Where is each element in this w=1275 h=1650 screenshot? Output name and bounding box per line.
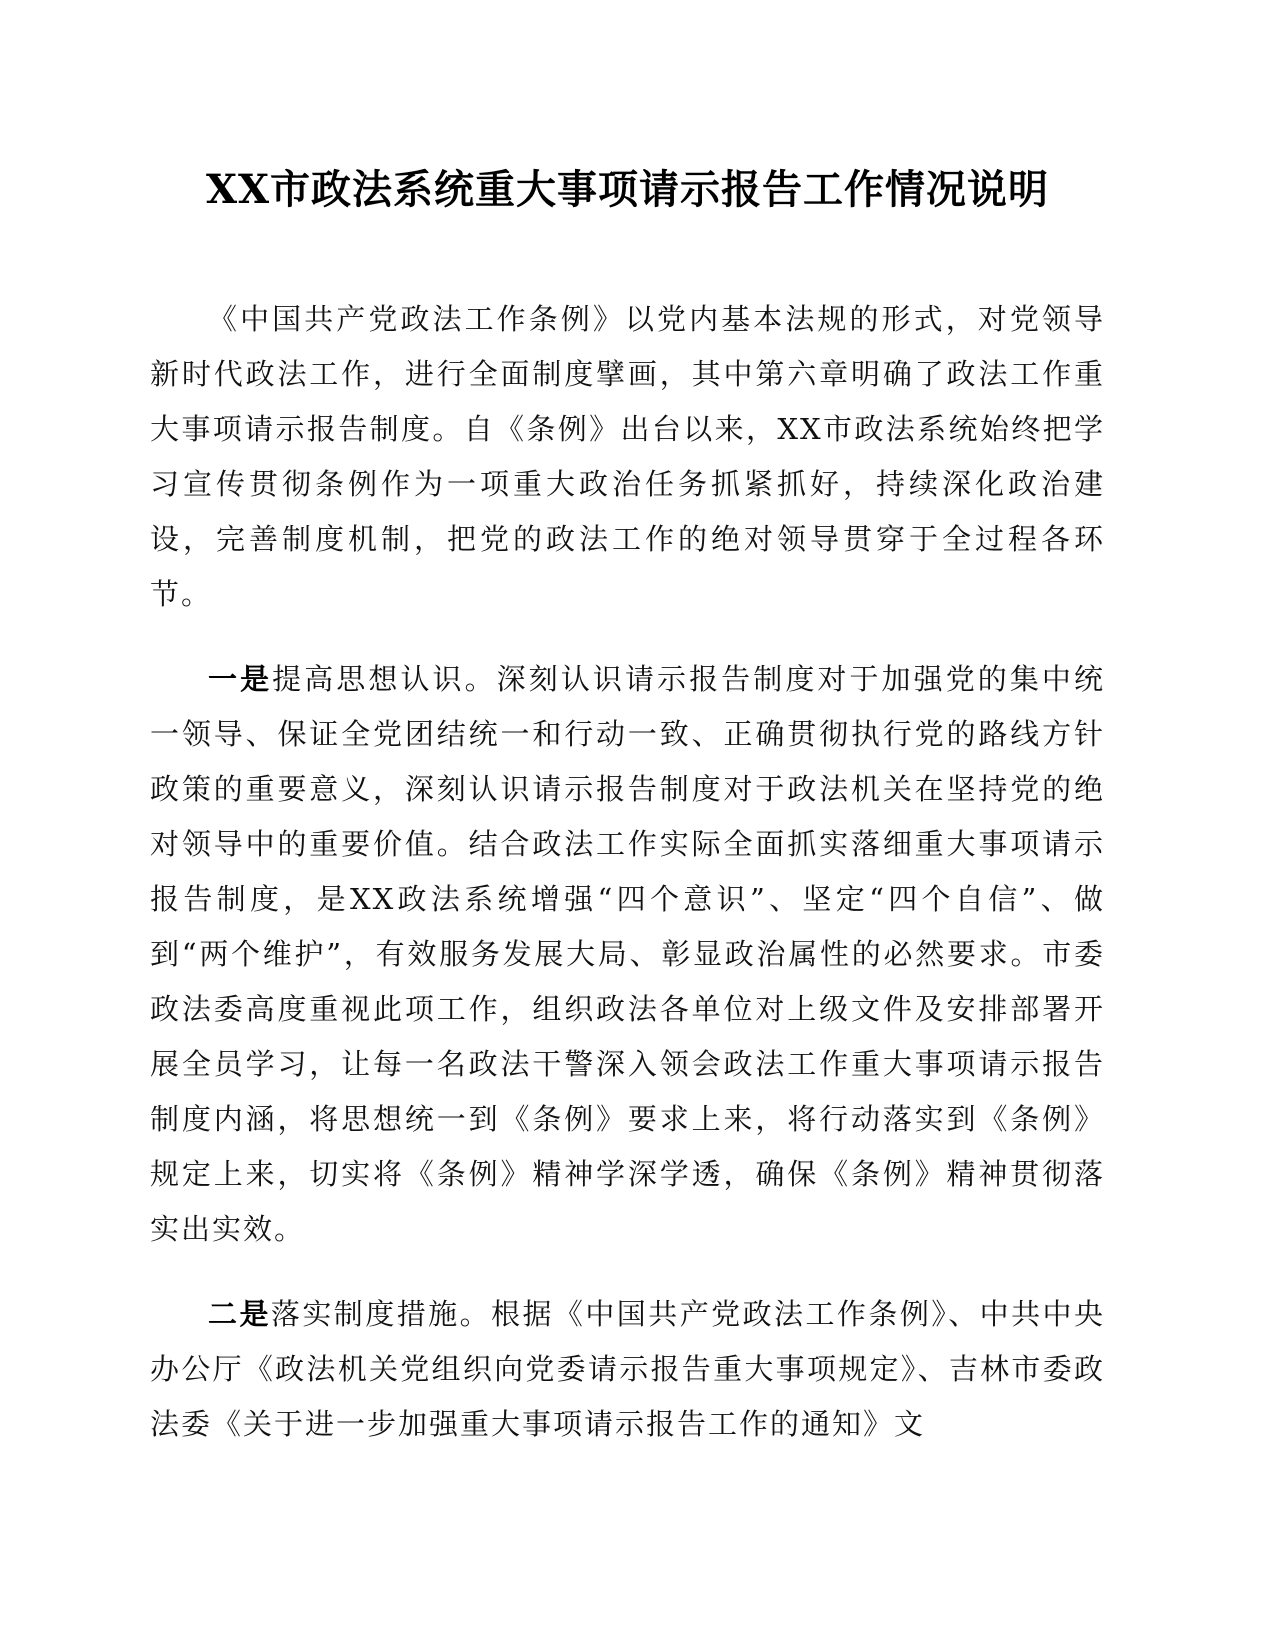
section-1-paragraph [150,652,1105,1257]
intro-paragraph: 《中国共产党政法工作条例》以党内基本法规的形式，对党领导新时代政法工作，进行全面制度擘画，其中第六章明确了政法工作重大事项请示报告制度。自《条例》出台以来，XX市政法系统始终把学习宣传贯彻条例作为一项重大政治任务抓紧抓好，持续深化政治建设，完善制度机制，把党的政法工作的绝对领导贯穿于全过程各环节。 [150,302,1105,611]
section-2-text: 落实制度措施。根据《中国共产党政法工作条例》、中共中央办公厅《政法机关党组织向党委请示报告重大事项规定》、吉林市委政法委《关于进一步加强重大事项请示报告工作的通知》文 [150,1297,1105,1441]
section-2-paragraph [150,1287,1105,1452]
section-2-lead: 二是 [208,1297,271,1331]
section-1-lead: 一是 [208,662,273,696]
document-title: XX市政法系统重大事项请示报告工作情况说明 [205,166,1050,213]
section-1-text: 提高思想认识。深刻认识请示报告制度对于加强党的集中统一领导、保证全党团结统一和行动一致、正确贯彻执行党的路线方针政策的重要意义，深刻认识请示报告制度对于政法机关在坚持党的绝对领导中的重要价值。结合政法工作实际全面抓实落细重大事项请示报告制度，是XX政法系统增强“四个意识”、坚定“四个自信”、做到“两个维护”，有效服务发展大局、彰显政治属性的必然要求。市委政法委高度重视此项工作，组织政法各单位对上级文件及安排部署开展全员学习，让每一名政法干警深入领会政法工作重大事项请示报告制度内涵，将思想统一到《条例》要求上来，将行动落实到《条例》规定上来，切实将《条例》精神学深学透，确保《条例》精神贯彻落实出实效。 [150,662,1105,1246]
